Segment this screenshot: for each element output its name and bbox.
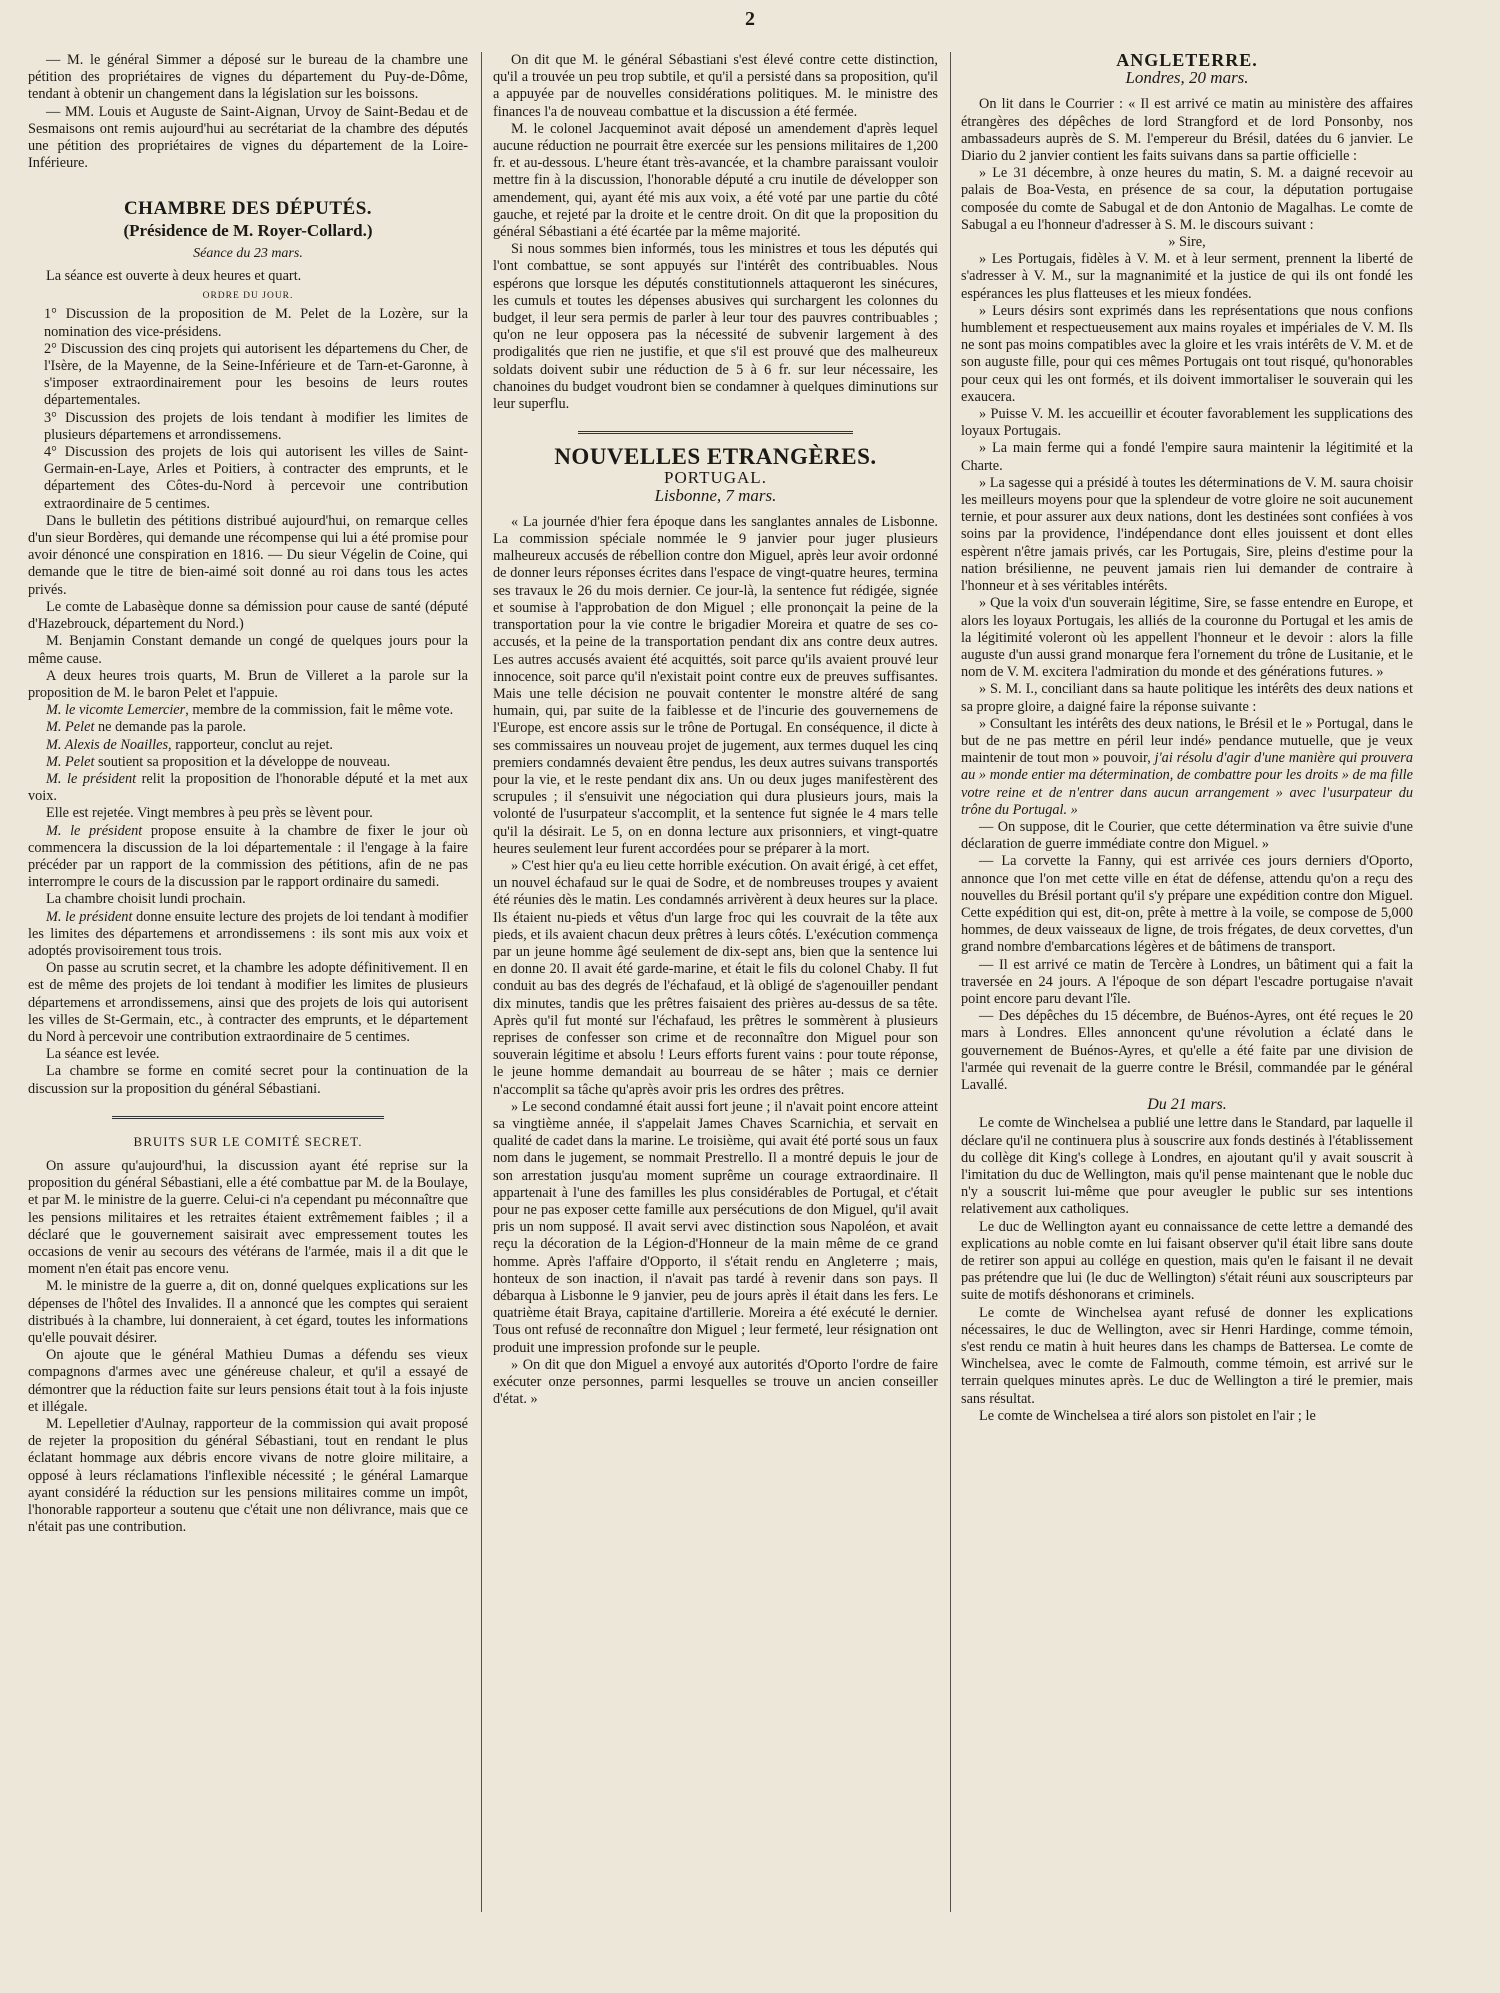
ordre-item: 4° Discussion des projets de lois qui autorisent les villes de Saint-Germain-en-Laye, Arles et Poitiers, à contracter des emprunts, et le département des Côtes-du-Nord à percevoir une contribution extraordinaire de 5 centimes.	[44, 444, 468, 512]
paragraph: Dans le bulletin des pétitions distribué aujourd'hui, on remarque celles d'un sieur Bordères, qui demande une récompense qui lui a été promise pour avoir dénoncé une conspiration en 1816. — Du sieur Végelin de Coine, qui demande que le titre de bien-aimé soit donné au roi dans tous les actes privés.	[28, 512, 468, 598]
paragraph: » C'est hier qu'a eu lieu cette horrible exécution. On avait érigé, à cet effet, un nouvel échafaud sur le quai de Sodre, et de nombreuses troupes y avaient été réunies dès le matin. Les condamnés arrivèrent à deux heures sur la place. Ils étaient nu-pieds et vêtus d'un large froc qui les couvrait de la tête aux pieds, et ils avaient chacun deux prêtres à leurs côtés. L'exécution commença par un jeune homme âgé seulement de dix-sept ans, bien que la sentence lui en donne 20. Il avait été garde-marine, et était le fils du colonel Chaby. Il fut conduit au bas des degrés de l'échafaud, et là obligé de s'agenouiller pendant dix minutes, tandis que les prêtres faisaient des prières au-dessus de sa tête. Après qu'il fut monté sur l'échafaud, les prêtres le sommèrent à plusieurs reprises de confesser son crime et de reconnaître don Miguel pour son souverain légitime et absolu ! Leurs efforts furent vains : pour toute réponse, le jeune homme demandait au bourreau de se hâter ; mais ce dernier n'accomplit sa tâche qu'après avoir pris les ordres des prêtres.	[493, 857, 938, 1098]
paragraph: — On suppose, dit le Courier, que cette détermination va être suivie d'une déclaration de guerre immédiate contre don Miguel. »	[961, 818, 1413, 853]
paragraph: Le duc de Wellington ayant eu connaissance de cette lettre a demandé des explications au noble comte en lui faisant observer qu'il était libre sans doute de retirer son appui au collége en question, mais qu'en le faisant il ne devait pas prétendre que lui (le duc de Wellington) s'était réuni aux souscripteurs par suite de motifs déshonorans et criminels.	[961, 1218, 1413, 1304]
speaker-paragraph	[28, 771, 468, 805]
reply-text-italic: j'ai résolu d'agir d'une manière qui prouvera au » monde entier ma détermination, de combattre pour les droits » de ma fille votre reine et de n'entrer dans aucun arrangement » avec l'usurpateur du trône du Portugal. »	[961, 750, 1413, 818]
speaker-paragraph	[28, 737, 468, 754]
paragraph: « La journée d'hier fera époque dans les sanglantes annales de Lisbonne. La commission spéciale nommée le 9 janvier pour juger plusieurs malheureux accusés de rébellion contre don Miguel, après leur avoir ordonné de donner leurs réponses écrites dans l'espace de vingt-quatre heures, termina ses travaux le 26 du mois dernier. Ce jour-là, la sentence fut rédigée, signée et soumise à l'approbation de don Miguel ; elle prononçait la peine de la transportation pour la vie contre le brigadier Moreira et quatre de ses co-accusés, et la peine de la transportation pendant dix ans contre deux autres. Les autres accusés avaient été acquittés, soit parce qu'ils avaient prouvé leur innocence, soit parce qu'il n'existait point contre eux de preuves suffisantes. Mais une telle décision ne pouvait contenter le monstre altéré de sang humain, qui, par suite de la faiblesse et de l'incurie des gouvernemens de l'Europe, est encore assis sur le trône de Portugal. En conséquence, il dicte à ses commissaires un nouveau projet de jugement, aux termes duquel les cinq premiers condamnés devaient être pendus, les deux autres suivans transportés pour la vie, et le reste pendant dix ans. Un ou deux juges manifestèrent des scrupules ; il s'ensuivit une négociation qui dura plusieurs jours, mais la volonté de l'usurpateur s'accomplit, et la sentence fut signée le 4 mars telle qu'il la désirait. Le 5, on en donna lecture aux prisonniers, et vingt-quatre heures seulement leur furent accordées pour se préparer à la mort.	[493, 513, 938, 857]
country-heading-angleterre: ANGLETERRE.	[1116, 52, 1258, 70]
paragraph: Si nous sommes bien informés, tous les ministres et tous les députés qui l'ont combattue, se sont appuyés sur l'intérêt des contribuables. Nous espérons que lorsque les députés constitutionnels attaqueront les sinécures, les cumuls et toutes les dépenses abusives qui surchargent les colonnes du budget, il leur sera permis de parler à leur tour des pauvres contribuables ; qu'on ne leur opposera pas la nécessité de subvenir largement à des prodigalités que rien ne justifie, et que s'il est prouvé que des malheureux soldats doivent subir une réduction de 5 à 6 fr. sur leur nécessaire, les chanoines du budget voudront bien se condamner à quelques diminutions sur leur superflu.	[493, 241, 938, 413]
ordre-item: 3° Discussion des projets de lois tendant à modifier les limites de plusieurs départemens et arrondissemens.	[44, 409, 468, 443]
section-heading-bruits: BRUITS SUR LE COMITÉ SECRET.	[133, 1133, 363, 1149]
paragraph: On assure qu'aujourd'hui, la discussion ayant été reprise sur la proposition du général Sébastiani, elle a été combattue par M. de la Boulaye, et par M. le ministre de la guerre. Celui-ci n'a cependant pu méconnaître que les pensions militaires et les retraites étaient extrêmement faibles ; il a déclaré que le gouvernement saisirait avec empressement toutes les occasions de venir au secours des vétérans de l'armée, mais il a dit que le moment n'en était pas encore venu.	[28, 1157, 468, 1278]
dateline-lisbonne: Lisbonne, 7 mars.	[654, 485, 777, 505]
dateline-londres: Londres, 20 mars.	[1125, 68, 1249, 88]
section-rule	[578, 431, 854, 434]
reply-paragraph	[961, 716, 1413, 819]
speaker-name: M. le vicomte Lemercier	[46, 702, 186, 719]
speaker-paragraph	[28, 909, 468, 961]
page-number: 2	[745, 8, 755, 30]
paragraph: » On dit que don Miguel a envoyé aux autorités d'Oporto l'ordre de faire exécuter onze personnes, parmi lesquelles se trouve un ancien conseiller d'état. »	[493, 1356, 938, 1408]
speaker-text: relit la proposition de l'honorable député et la met aux voix.	[28, 770, 468, 805]
reply-text: » Consultant les intérêts des deux nations, le Brésil et le » Portugal, dans le but de ne pas mettre en péril leur indé» pendance mutuelle, que je veux maintenir de tout mon » pouvoir,	[961, 715, 1413, 767]
country-heading-portugal: PORTUGAL.	[664, 468, 767, 488]
speaker-paragraph	[28, 702, 468, 719]
speech-paragraph: » Les Portugais, fidèles à V. M. et à leur serment, prennent la liberté de s'adresser à V. M., sur la magnanimité et la justice de qui ils ont fondé les espérances les plus flatteuses et les mieux fondées.	[961, 251, 1413, 302]
column-left	[28, 52, 468, 1952]
speech-paragraph: » La sagesse qui a présidé à toutes les déterminations de V. M. saura choisir les meilleurs moyens pour que la splendeur de votre gloire ne soit aucunement ternie, et pour assurer aux deux nations, dont les destinées sont confiées à vos soins par la providence, l'indépendance dont elles jouissent et dont elles espèrent n'être jamais privés, car les Portugais, Sire, pleins d'estime pour la nation brésilienne, ne peuvent jamais rien lui demander de contraire à l'honneur et à ses véritables intérêts.	[961, 474, 1413, 595]
paragraph: Elle est rejetée. Vingt membres à peu près se lèvent pour.	[46, 805, 373, 822]
section-rule	[112, 1116, 385, 1119]
paragraph: La séance est ouverte à deux heures et quart.	[46, 268, 302, 285]
speech-salutation: » Sire,	[1168, 234, 1206, 251]
speech-paragraph: » Leurs désirs sont exprimés dans les représentations que nous confions humblement et respectueusement aux mains royales et impériales de V. M. Ils ne sont pas moins compatibles avec la gloire et les vrais intérêts de V. M. et de son auguste fille, pour qui ces mêmes Portugais ont tout risqué, qu'honorables pour ceux qui les ont formés, et ils doivent immortaliser le souverain qui les exaucera.	[961, 302, 1413, 405]
speaker-text: ne demande pas la parole.	[94, 719, 247, 736]
paragraph: La séance est levée.	[46, 1046, 160, 1063]
ordre-item: 1° Discussion de la proposition de M. Pelet de la Lozère, sur la nomination des vice-présidens.	[44, 306, 468, 340]
paragraph: On ajoute que le général Mathieu Dumas a défendu ses vieux compagnons d'armes avec une généreuse chaleur, et qu'il a essayé de démontrer que la réduction faite sur leurs pensions était tout à la fois injuste et illégale.	[28, 1347, 468, 1415]
paragraph: M. le colonel Jacqueminot avait déposé un amendement d'après lequel aucune réduction ne pourrait être exercée sur les pensions militaires de 1,200 fr. et au-dessous. L'heure étant très-avancée, et la chambre paraissant vouloir mettre fin à la discussion, l'honorable député a cru inutile de développer son amendement, qui, ayant été mis aux voix, a été voté par une partie du côté gauche, et rejeté par la droite et le centre droit. On dit que la proposition du général Sébastiani a été écartée par la même majorité.	[493, 120, 938, 241]
paragraph: » Le 31 décembre, à onze heures du matin, S. M. a daigné recevoir au palais de Boa-Vesta, en présence de sa cour, la députation portugaise composée du comte de Sabugal et de don Antonio de Magalhas. Le comte de Sabugal a eu l'honneur d'adresser à S. M. le discours suivant :	[961, 165, 1413, 233]
paragraph: Le comte de Winchelsea a publié une lettre dans le Standard, par laquelle il déclare qu'il ne continuera plus à souscrire aux fonds destinés à l'établissement du collège dit King's college à Londres, en ajoutant qu'il y avait souscrit à l'imitation du duc de Wellington, mais qu'il pense maintenant que le noble duc n'y a souscrit lui-même que pour aveugler le public sur ses intentions relativement aux catholiques.	[961, 1115, 1413, 1218]
speaker-text: propose ensuite à la chambre de fixer le jour où commencera la discussion de la loi départementale : il l'engage à la faire précéder par un rapport de la commission des pétitions, afin de ne pas interrompre le cours de la discussion par le rapport ordinaire du samedi.	[28, 822, 468, 891]
speaker-name: M. le président	[46, 822, 143, 839]
speaker-name: M. le président	[46, 908, 133, 925]
speaker-text: , membre de la commission, fait le même vote.	[185, 702, 454, 719]
speaker-paragraph	[28, 823, 468, 892]
speaker-text: , rapporteur, conclut au rejet.	[168, 736, 334, 753]
speaker-text: donne ensuite lecture des projets de loi tendant à modifier les limites des départemens et arrondissemens : ils sont mis aux voix et adoptés provisoirement tous trois.	[28, 908, 468, 959]
paragraph: Le comte de Labasèque donne sa démission pour cause de santé (député d'Hazebrouck, département du Nord.)	[28, 598, 468, 633]
column-divider	[950, 52, 951, 1912]
ordre-du-jour-label: ORDRE DU JOUR.	[202, 291, 294, 302]
speaker-name: M. Pelet	[46, 719, 95, 736]
paragraph: — MM. Louis et Auguste de Saint-Aignan, Urvoy de Saint-Bedau et de Sesmaisons ont remis aujourd'hui au secrétariat de la chambre des députés une pétition des propriétaires de vignes du département de la Loire-Inférieure.	[28, 103, 468, 172]
speaker-name: M. Pelet	[46, 753, 95, 770]
column-right	[961, 52, 1413, 1952]
paragraph: — La corvette la Fanny, qui est arrivée ces jours derniers d'Oporto, annonce que l'on met cette ville en état de défense, attendu qu'on a reçu des nouvelles du Brésil portant qu'il s'y prépare une expédition contre don Miguel. Cette expédition qui est, dit-on, prête à mettre à la voile, se compose de 5,000 hommes, de deux vaisseaux de ligne, de trois frégates, de deux corvettes, d'un grand nombre d'embarcations légères et de bâtimens de transport.	[961, 853, 1413, 956]
speech-paragraph: » La main ferme qui a fondé l'empire saura maintenir la légitimité et la Charte.	[961, 440, 1413, 474]
section-heading-nouvelles: NOUVELLES ETRANGÈRES.	[554, 444, 877, 470]
speaker-paragraph	[28, 754, 468, 771]
paragraph: M. Lepelletier d'Aulnay, rapporteur de la commission qui avait proposé de rejeter la proposition du général Sébastiani, tout en rendant le plus éclatant hommage aux débris encore vivans de notre gloire militaire, a opposé à leurs réclamations l'inflexible nécessité ; le général Lamarque ayant considéré la réduction sur les pensions militaires comme un impôt, l'honorable rapporteur a soutenu que c'était une non délivrance, mais que ce n'était pas une contribution.	[28, 1416, 468, 1536]
paragraph: M. le ministre de la guerre a, dit on, donné quelques explications sur les dépenses de l'hôtel des Invalides. Il a annoncé que les comptes qui seraient distribués à la chambre, lui donneraient, à cet égard, toutes les informations qu'elle pouvait désirer.	[28, 1278, 468, 1347]
speaker-paragraph	[28, 719, 468, 736]
speech-paragraph: » Que la voix d'un souverain légitime, Sire, se fasse entendre en Europe, et alors les loyaux Portugais, les alliés de la couronne du Portugal et les amis de la légitimité voleront où les appellent l'honneur et le devoir : alors la fille auguste d'un aussi grand monarque fera l'ornement du trône de Lusitanie, et le nom de V. M. excitera l'admiration du monde et des générations futures. »	[961, 595, 1413, 681]
presidence-heading: (Présidence de M. Royer-Collard.)	[123, 220, 373, 240]
speaker-name: M. le président	[46, 770, 137, 787]
speaker-name: M. Alexis de Noailles	[46, 736, 169, 753]
seance-date: Séance du 23 mars.	[193, 245, 303, 261]
speech-paragraph: » S. M. I., conciliant dans sa haute politique les intérêts des deux nations et sa propre gloire, a daigné faire la réponse suivante :	[961, 681, 1413, 715]
paragraph: A deux heures trois quarts, M. Brun de Villeret a la parole sur la proposition de M. le baron Pelet et l'appuie.	[28, 667, 468, 701]
paragraph: Le comte de Winchelsea a tiré alors son pistolet en l'air ; le	[979, 1407, 1316, 1424]
dateline-21-mars: Du 21 mars.	[1147, 1096, 1227, 1114]
paragraph: » Le second condamné était aussi fort jeune ; il n'avait point encore atteint sa vingtième année, il s'appelait James Chaves Scarnichia, et servait en qualité de cadet dans la marine. Le troisième, qui avait été porté sous un faux nom dans le jugement, se nommait Prestrello. Il a montré depuis le jour de son arrestation jusqu'au moment suprême un courage extraordinaire. Il appartenait à l'une des familles les plus considérables de Portugal, et c'était pour ne pas exposer cette famille aux persécutions de don Miguel, qu'il avait pris un nom supposé. Il avait servi avec distinction sous Napoléon, et avait reçu la décoration de la Légion-d'Honneur de la main même de ce grand homme. Après l'affaire d'Opporto, il s'était rendu en Angleterre ; mais, honteux de son inaction, il n'avait pas tardé à revenir dans son pays. Il débarqua à Lisbonne le 9 janvier, peu de jours après il était dans les fers. Le quatrième était Braya, capitaine d'artillerie. Moreira a été exécuté le dernier. Tous ont refusé de reconnaître don Miguel ; leur fermeté, leur résignation ont produit une impression profonde sur le peuple.	[493, 1098, 938, 1356]
paragraph: — Des dépêches du 15 décembre, de Buénos-Ayres, ont été reçues le 20 mars à Londres. Elles annoncent qu'une révolution a éclaté dans le gouvernement de Buénos-Ayres, et qu'elle a été faite par une division de l'armée qui revenait de la guerre contre le Brésil, commandée par le général Lavallé.	[961, 1008, 1413, 1093]
paragraph: — Il est arrivé ce matin de Tercère à Londres, un bâtiment qui a fait la traversée en 24 jours. A l'époque de son départ l'escadre portugaise n'avait point encore paru devant l'île.	[961, 956, 1413, 1007]
paragraph: On passe au scrutin secret, et la chambre les adopte définitivement. Il en est de même des projets de loi tendant à modifier les limites de plusieurs départemens et arrondissemens, ainsi que des projets de lois qui autorisent les villes de St-Germain, etc., à contracter des emprunts, et le département du Nord à percevoir une contribution extraordinaire de 5 centimes.	[28, 960, 468, 1045]
paragraph: La chambre choisit lundi prochain.	[46, 891, 246, 908]
ordre-item: 2° Discussion des cinq projets qui autorisent les départemens du Cher, de l'Isère, de la Mayenne, de la Seine-Inférieure et de Tarn-et-Garonne, à s'imposer extraordinairement pour les besoins de leurs routes départementales.	[44, 340, 468, 409]
column-middle	[493, 52, 938, 1952]
paragraph: — M. le général Simmer a déposé sur le bureau de la chambre une pétition des propriétaires de vignes du département du Puy-de-Dôme, tendant à obtenir un changement dans la législation sur les boissons.	[28, 52, 468, 103]
paragraph: La chambre se forme en comité secret pour la continuation de la discussion sur la proposition du général Sébastiani.	[28, 1063, 468, 1097]
speaker-text: soutient sa proposition et la développe de nouveau.	[94, 753, 391, 770]
paragraph: On lit dans le Courrier : « Il est arrivé ce matin au ministère des affaires étrangères des dépêches de lord Strangford et de lord Ponsonby, nos ambassadeurs auprès de S. M. l'empereur du Brésil, datées du 6 janvier. Le Diario du 2 janvier contient les faits suivans dans sa partie officielle :	[961, 96, 1413, 165]
paragraph: M. Benjamin Constant demande un congé de quelques jours pour la même cause.	[28, 633, 468, 667]
paragraph: Le comte de Winchelsea ayant refusé de donner les explications nécessaires, le duc de Wellington, avec sir Henri Hardinge, comme témoin, s'est rendu ce matin à huit heures dans les champs de Battersea. Le comte de Winchelsea, avec le comte de Falmouth, comme témoin, est arrivé sur le terrain quelques minutes après. Le duc de Wellington a tiré le premier, mais sans résultat.	[961, 1304, 1413, 1407]
speech-paragraph: » Puisse V. M. les accueillir et écouter favorablement les supplications des loyaux Portugais.	[961, 406, 1413, 440]
column-divider	[481, 52, 482, 1912]
section-heading-chambre: CHAMBRE DES DÉPUTÉS.	[123, 198, 373, 220]
paragraph: On dit que M. le général Sébastiani s'est élevé contre cette distinction, qu'il a trouvée un peu trop subtile, et qu'il a persisté dans sa proposition, qu'il a appuyée par de nouvelles considérations politiques. M. le ministre des finances l'a de nouveau combattue et la discussion a été fermée.	[493, 52, 938, 120]
